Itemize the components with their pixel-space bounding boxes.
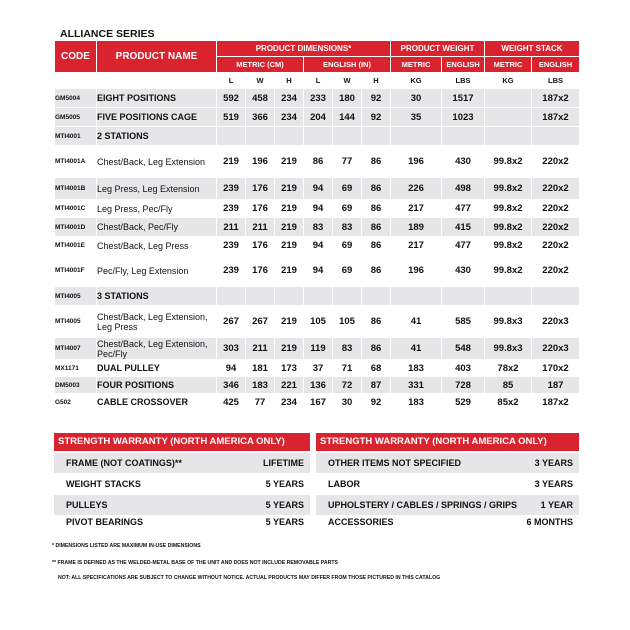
warranty-label: LABOR — [328, 479, 360, 489]
header-h: H — [275, 73, 304, 89]
spec-cell: 217 — [391, 237, 442, 255]
spec-cell: 728 — [442, 377, 485, 394]
product-code: MTI4005 — [55, 306, 97, 338]
product-name: Chest/Back, Leg Extension — [97, 146, 217, 178]
spec-cell — [217, 287, 246, 306]
spec-cell: 99.8x2 — [485, 255, 532, 287]
header-w: W — [246, 73, 275, 89]
header-english: ENGLISH — [442, 57, 485, 73]
spec-cell: 99.8x2 — [485, 218, 532, 237]
spec-cell: 94 — [304, 200, 333, 218]
spec-cell: 83 — [304, 218, 333, 237]
table-row — [55, 89, 580, 108]
header-l: L — [217, 73, 246, 89]
spec-cell: 86 — [362, 200, 391, 218]
spec-cell: 211 — [246, 218, 275, 237]
spec-cell: 176 — [246, 255, 275, 287]
warranty-label: PIVOT BEARINGS — [66, 517, 144, 527]
spec-cell: 220x2 — [532, 237, 580, 255]
product-code: MTI4001D — [55, 218, 97, 237]
spec-cell: 30 — [391, 89, 442, 108]
spec-cell: 71 — [333, 360, 362, 377]
warranty-label: UPHOLSTERY / CABLES / SPRINGS / GRIPS — [328, 500, 518, 510]
header-lbs: LBS — [442, 73, 485, 89]
spec-cell: 219 — [275, 178, 304, 200]
header-weight: PRODUCT WEIGHT — [391, 41, 485, 57]
spec-cell: 99.8x2 — [485, 200, 532, 218]
spec-cell: 226 — [391, 178, 442, 200]
spec-cell: 183 — [391, 360, 442, 377]
spec-cell: 1517 — [442, 89, 485, 108]
product-code: GM5005 — [55, 108, 97, 127]
warranty-value: 5 YEARS — [265, 500, 304, 510]
warranty-value: 6 MONTHS — [526, 517, 573, 527]
warranty-left-row — [54, 474, 310, 494]
spec-cell: 220x2 — [532, 178, 580, 200]
table-row — [55, 306, 580, 338]
spec-cell: 548 — [442, 338, 485, 360]
warranty-right-row — [316, 512, 579, 532]
warranty-value: LIFETIME — [263, 458, 304, 468]
spec-cell: 239 — [217, 178, 246, 200]
spec-cell: 239 — [217, 237, 246, 255]
spec-cell — [391, 127, 442, 146]
header-kg: KG — [485, 73, 532, 89]
spec-cell: 196 — [246, 146, 275, 178]
spec-cell — [442, 127, 485, 146]
product-name: FOUR POSITIONS — [97, 377, 217, 394]
spec-cell: 267 — [246, 306, 275, 338]
spec-cell: 99.8x3 — [485, 338, 532, 360]
spec-cell: 529 — [442, 394, 485, 411]
spec-cell: 86 — [362, 146, 391, 178]
spec-cell: 83 — [333, 218, 362, 237]
spec-cell: 144 — [333, 108, 362, 127]
product-name: Leg Press, Pec/Fly — [97, 200, 217, 218]
table-row — [55, 146, 580, 178]
spec-cell: 220x3 — [532, 338, 580, 360]
warranty-value: 5 YEARS — [265, 517, 304, 527]
spec-cell: 69 — [333, 255, 362, 287]
spec-cell: 331 — [391, 377, 442, 394]
spec-cell: 403 — [442, 360, 485, 377]
spec-cell: 180 — [333, 89, 362, 108]
spec-cell: 219 — [275, 200, 304, 218]
spec-cell: 176 — [246, 237, 275, 255]
spec-cell: 86 — [362, 178, 391, 200]
spec-cell: 220x2 — [532, 146, 580, 178]
spec-cell: 219 — [275, 146, 304, 178]
product-code: MTI4001C — [55, 200, 97, 218]
spec-cell: 92 — [362, 394, 391, 411]
product-name: Chest/Back, Leg Press — [97, 237, 217, 255]
spec-cell: 220x2 — [532, 255, 580, 287]
header-metric-cm: METRIC (CM) — [217, 57, 304, 73]
spec-cell: 220x2 — [532, 218, 580, 237]
product-code: MTI4001 — [55, 127, 97, 146]
warranty-right-row — [316, 474, 579, 494]
table-row — [55, 255, 580, 287]
product-name: CABLE CROSSOVER — [97, 394, 217, 411]
spec-cell: 187x2 — [532, 394, 580, 411]
spec-cell: 170x2 — [532, 360, 580, 377]
spec-cell: 85x2 — [485, 394, 532, 411]
spec-cell: 86 — [304, 146, 333, 178]
header-code: CODE — [55, 41, 97, 73]
product-code: GM5004 — [55, 89, 97, 108]
table-row — [55, 237, 580, 255]
spec-cell: 477 — [442, 237, 485, 255]
spec-cell: 105 — [304, 306, 333, 338]
spec-cell: 187x2 — [532, 108, 580, 127]
spec-cell: 105 — [333, 306, 362, 338]
series-title: ALLIANCE SERIES — [60, 28, 155, 40]
spec-cell: 211 — [217, 218, 246, 237]
spec-cell: 86 — [362, 306, 391, 338]
spec-cell: 41 — [391, 306, 442, 338]
product-name: Chest/Back, Leg Extension, Pec/Fly — [97, 338, 217, 360]
spec-table — [54, 40, 580, 411]
warranty-value: 5 YEARS — [265, 479, 304, 489]
header-english-in: ENGLISH (IN) — [304, 57, 391, 73]
spec-cell: 167 — [304, 394, 333, 411]
spec-cell — [442, 287, 485, 306]
table-row — [55, 394, 580, 411]
header-h: H — [362, 73, 391, 89]
table-row — [55, 287, 580, 306]
footnote: NOT: ALL SPECIFICATIONS ARE SUBJECT TO CHANGE WITHOUT NOTICE. ACTUAL PRODUCTS MAY DIFFER FROM THOSE PICTURED IN THIS CATALOG — [58, 575, 441, 581]
spec-cell: 68 — [362, 360, 391, 377]
spec-cell: 37 — [304, 360, 333, 377]
spec-cell: 519 — [217, 108, 246, 127]
spec-cell: 72 — [333, 377, 362, 394]
header-stack: WEIGHT STACK — [485, 41, 580, 57]
spec-cell — [246, 287, 275, 306]
spec-cell: 86 — [362, 338, 391, 360]
spec-cell: 86 — [362, 255, 391, 287]
spec-cell: 196 — [391, 255, 442, 287]
header-w: W — [333, 73, 362, 89]
spec-cell: 85 — [485, 377, 532, 394]
spec-cell: 183 — [246, 377, 275, 394]
product-name: 2 STATIONS — [97, 127, 217, 146]
product-code: MTI4001E — [55, 237, 97, 255]
product-name: DUAL PULLEY — [97, 360, 217, 377]
spec-cell: 136 — [304, 377, 333, 394]
spec-cell: 176 — [246, 200, 275, 218]
spec-cell — [362, 127, 391, 146]
warranty-label: PULLEYS — [66, 500, 108, 510]
spec-cell: 219 — [217, 146, 246, 178]
spec-cell: 86 — [362, 218, 391, 237]
spec-cell: 234 — [275, 89, 304, 108]
product-code: MTI4007 — [55, 338, 97, 360]
product-name: Chest/Back, Pec/Fly — [97, 218, 217, 237]
spec-cell: 92 — [362, 89, 391, 108]
spec-cell: 181 — [246, 360, 275, 377]
table-row — [55, 377, 580, 394]
spec-cell: 204 — [304, 108, 333, 127]
spec-cell: 498 — [442, 178, 485, 200]
spec-cell: 458 — [246, 89, 275, 108]
spec-cell: 87 — [362, 377, 391, 394]
spec-cell: 99.8x2 — [485, 178, 532, 200]
product-code: MTI4001A — [55, 146, 97, 178]
product-name: Leg Press, Leg Extension — [97, 178, 217, 200]
footnote: ** FRAME IS DEFINED AS THE WELDED-METAL BASE OF THE UNIT AND DOES NOT INCLUDE REMOVABLE PARTS — [52, 560, 338, 566]
spec-cell: 425 — [217, 394, 246, 411]
product-name: 3 STATIONS — [97, 287, 217, 306]
spec-cell: 99.8x2 — [485, 146, 532, 178]
spec-cell: 267 — [217, 306, 246, 338]
warranty-right-title: STRENGTH WARRANTY (NORTH AMERICA ONLY) — [316, 433, 579, 451]
spec-cell — [333, 127, 362, 146]
header-blank — [55, 73, 97, 89]
table-row — [55, 178, 580, 200]
header-product-name: PRODUCT NAME — [97, 41, 217, 73]
product-code: MTI4001F — [55, 255, 97, 287]
spec-cell: 239 — [217, 255, 246, 287]
table-row — [55, 127, 580, 146]
spec-cell: 211 — [246, 338, 275, 360]
spec-cell — [246, 127, 275, 146]
spec-cell: 430 — [442, 255, 485, 287]
table-row — [55, 360, 580, 377]
warranty-label: ACCESSORIES — [328, 517, 394, 527]
spec-cell — [275, 127, 304, 146]
spec-cell — [391, 287, 442, 306]
warranty-value: 3 YEARS — [534, 458, 573, 468]
spec-cell: 234 — [275, 108, 304, 127]
spec-cell: 99.8x3 — [485, 306, 532, 338]
spec-cell: 592 — [217, 89, 246, 108]
footnote: * DIMENSIONS LISTED ARE MAXIMUM IN-USE DIMENSIONS — [52, 543, 201, 549]
table-row — [55, 200, 580, 218]
spec-cell — [275, 287, 304, 306]
spec-cell — [304, 127, 333, 146]
spec-cell — [217, 127, 246, 146]
spec-cell: 77 — [246, 394, 275, 411]
spec-cell: 219 — [275, 237, 304, 255]
table-row — [55, 218, 580, 237]
spec-cell: 119 — [304, 338, 333, 360]
warranty-right-row — [316, 453, 579, 473]
spec-cell: 234 — [275, 394, 304, 411]
spec-cell: 196 — [391, 146, 442, 178]
product-name: FIVE POSITIONS CAGE — [97, 108, 217, 127]
spec-cell: 99.8x2 — [485, 237, 532, 255]
header-kg: KG — [391, 73, 442, 89]
spec-cell — [485, 287, 532, 306]
header-english: ENGLISH — [532, 57, 580, 73]
spec-cell: 303 — [217, 338, 246, 360]
spec-cell: 189 — [391, 218, 442, 237]
spec-cell: 219 — [275, 306, 304, 338]
spec-cell: 92 — [362, 108, 391, 127]
product-code: MX1171 — [55, 360, 97, 377]
product-code: MTI4005 — [55, 287, 97, 306]
spec-cell — [532, 127, 580, 146]
spec-cell — [485, 89, 532, 108]
spec-cell: 217 — [391, 200, 442, 218]
product-name: Chest/Back, Leg Extension, Leg Press — [97, 306, 217, 338]
spec-cell: 94 — [304, 237, 333, 255]
product-code: MTI4001B — [55, 178, 97, 200]
spec-cell — [362, 287, 391, 306]
spec-cell: 220x3 — [532, 306, 580, 338]
spec-cell: 220x2 — [532, 200, 580, 218]
spec-cell: 346 — [217, 377, 246, 394]
spec-cell: 585 — [442, 306, 485, 338]
spec-cell: 41 — [391, 338, 442, 360]
spec-cell: 69 — [333, 178, 362, 200]
header-dimensions: PRODUCT DIMENSIONS* — [217, 41, 391, 57]
spec-cell: 219 — [275, 338, 304, 360]
spec-cell: 69 — [333, 237, 362, 255]
spec-cell: 94 — [304, 255, 333, 287]
spec-cell: 219 — [275, 255, 304, 287]
header-lbs: LBS — [532, 73, 580, 89]
header-l: L — [304, 73, 333, 89]
spec-cell: 30 — [333, 394, 362, 411]
warranty-left-row — [54, 453, 310, 473]
table-row — [55, 338, 580, 360]
spec-cell: 430 — [442, 146, 485, 178]
spec-cell: 77 — [333, 146, 362, 178]
spec-cell: 94 — [217, 360, 246, 377]
product-code: G502 — [55, 394, 97, 411]
spec-cell: 239 — [217, 200, 246, 218]
spec-cell: 86 — [362, 237, 391, 255]
product-name: Pec/Fly, Leg Extension — [97, 255, 217, 287]
spec-cell: 477 — [442, 200, 485, 218]
spec-cell: 233 — [304, 89, 333, 108]
warranty-value: 3 YEARS — [534, 479, 573, 489]
spec-cell — [304, 287, 333, 306]
spec-cell: 94 — [304, 178, 333, 200]
spec-cell: 366 — [246, 108, 275, 127]
header-metric: METRIC — [391, 57, 442, 73]
table-row — [55, 108, 580, 127]
warranty-left-row — [54, 512, 310, 532]
spec-cell: 183 — [391, 394, 442, 411]
spec-cell: 1023 — [442, 108, 485, 127]
spec-cell — [485, 108, 532, 127]
spec-cell: 415 — [442, 218, 485, 237]
header-metric: METRIC — [485, 57, 532, 73]
spec-cell: 69 — [333, 200, 362, 218]
product-code: DM5003 — [55, 377, 97, 394]
warranty-label: WEIGHT STACKS — [66, 479, 141, 489]
spec-cell — [485, 127, 532, 146]
spec-cell — [532, 287, 580, 306]
spec-cell: 78x2 — [485, 360, 532, 377]
warranty-label: OTHER ITEMS NOT SPECIFIED — [328, 458, 462, 468]
spec-cell: 83 — [333, 338, 362, 360]
warranty-label: FRAME (NOT COATINGS)** — [66, 458, 182, 468]
header-blank — [97, 73, 217, 89]
spec-cell: 221 — [275, 377, 304, 394]
spec-cell: 187x2 — [532, 89, 580, 108]
warranty-left-title: STRENGTH WARRANTY (NORTH AMERICA ONLY) — [54, 433, 310, 451]
spec-cell: 176 — [246, 178, 275, 200]
product-name: EIGHT POSITIONS — [97, 89, 217, 108]
spec-cell: 35 — [391, 108, 442, 127]
spec-cell: 173 — [275, 360, 304, 377]
spec-cell — [333, 287, 362, 306]
spec-cell: 219 — [275, 218, 304, 237]
warranty-value: 1 YEAR — [540, 500, 573, 510]
spec-cell: 187 — [532, 377, 580, 394]
